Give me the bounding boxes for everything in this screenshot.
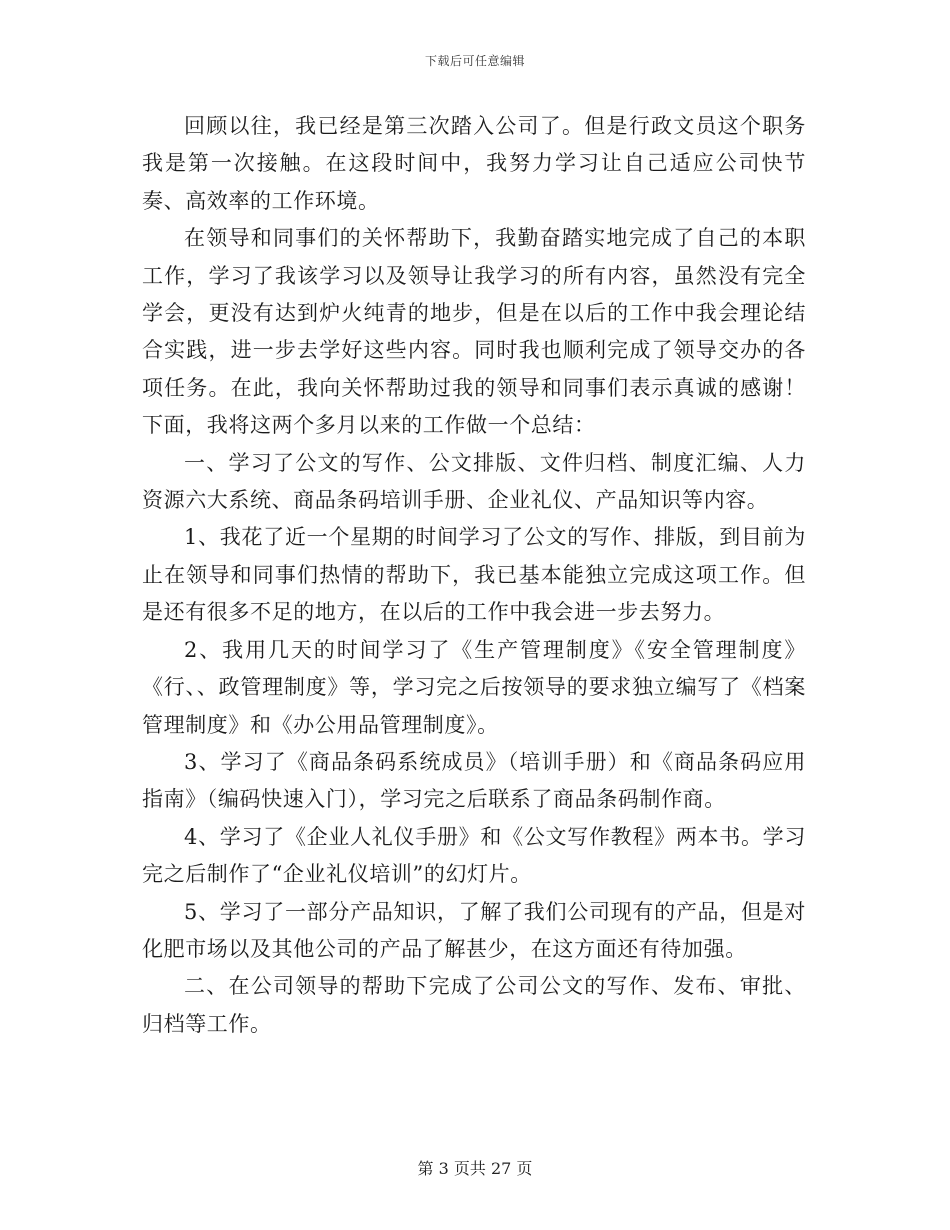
paragraph-thanks: 在领导和同事们的关怀帮助下，我勤奋踏实地完成了自己的本职工作，学习了我该学习以及领导让我学习的所有内容，虽然没有完全学会，更没有达到炉火纯青的地步，但是在以后的工作中我会理论结合实践，进一步去学好这些内容。同时我也顺利完成了领导交办的各项任务。在此，我向关怀帮助过我的领导和同事们表示真诚的感谢！下面，我将这两个多月以来的工作做一个总结： (142, 226, 806, 438)
page-header-note: 下载后可任意编辑 (424, 54, 525, 68)
paragraph-section-two: 二、在公司领导的帮助下完成了公司公文的写作、发布、审批、归档等工作。 (142, 974, 806, 1036)
paragraph-item-4: 4、学习了《企业人礼仪手册》和《公文写作教程》两本书。学习完之后制作了“企业礼仪培训”的幻灯片。 (142, 824, 806, 887)
paragraph-item-2: 2、我用几天的时间学习了《生产管理制度》《安全管理制度》《行、、政管理制度》等，学习完之后按领导的要求独立编写了《档案管理制度》和《办公用品管理制度》。 (142, 637, 806, 737)
paragraph-section-one: 一、学习了公文的写作、公文排版、文件归档、制度汇编、人力资源六大系统、商品条码培训手册、企业礼仪、产品知识等内容。 (142, 450, 806, 513)
paragraph-item-3: 3、学习了《商品条码系统成员》（培训手册）和《商品条码应用指南》（编码快速入门），学习完之后联系了商品条码制作商。 (142, 749, 806, 812)
paragraph-review: 回顾以往，我已经是第三次踏入公司了。但是行政文员这个职务我是第一次接触。在这段时间中，我努力学习让自己适应公司快节奏、高效率的工作环境。 (142, 114, 806, 213)
page-number: 第 3 页共 27 页 (417, 1159, 533, 1178)
document-body (142, 108, 806, 1043)
paragraph-item-1: 1、我花了近一个星期的时间学习了公文的写作、排版，到目前为止在领导和同事们热情的帮助下，我已基本能独立完成这项工作。但是还有很多不足的地方，在以后的工作中我会进一步去努力。 (142, 525, 806, 625)
paragraph-item-5: 5、学习了一部分产品知识，了解了我们公司现有的产品，但是对化肥市场以及其他公司的产品了解甚少，在这方面还有待加强。 (142, 899, 806, 961)
